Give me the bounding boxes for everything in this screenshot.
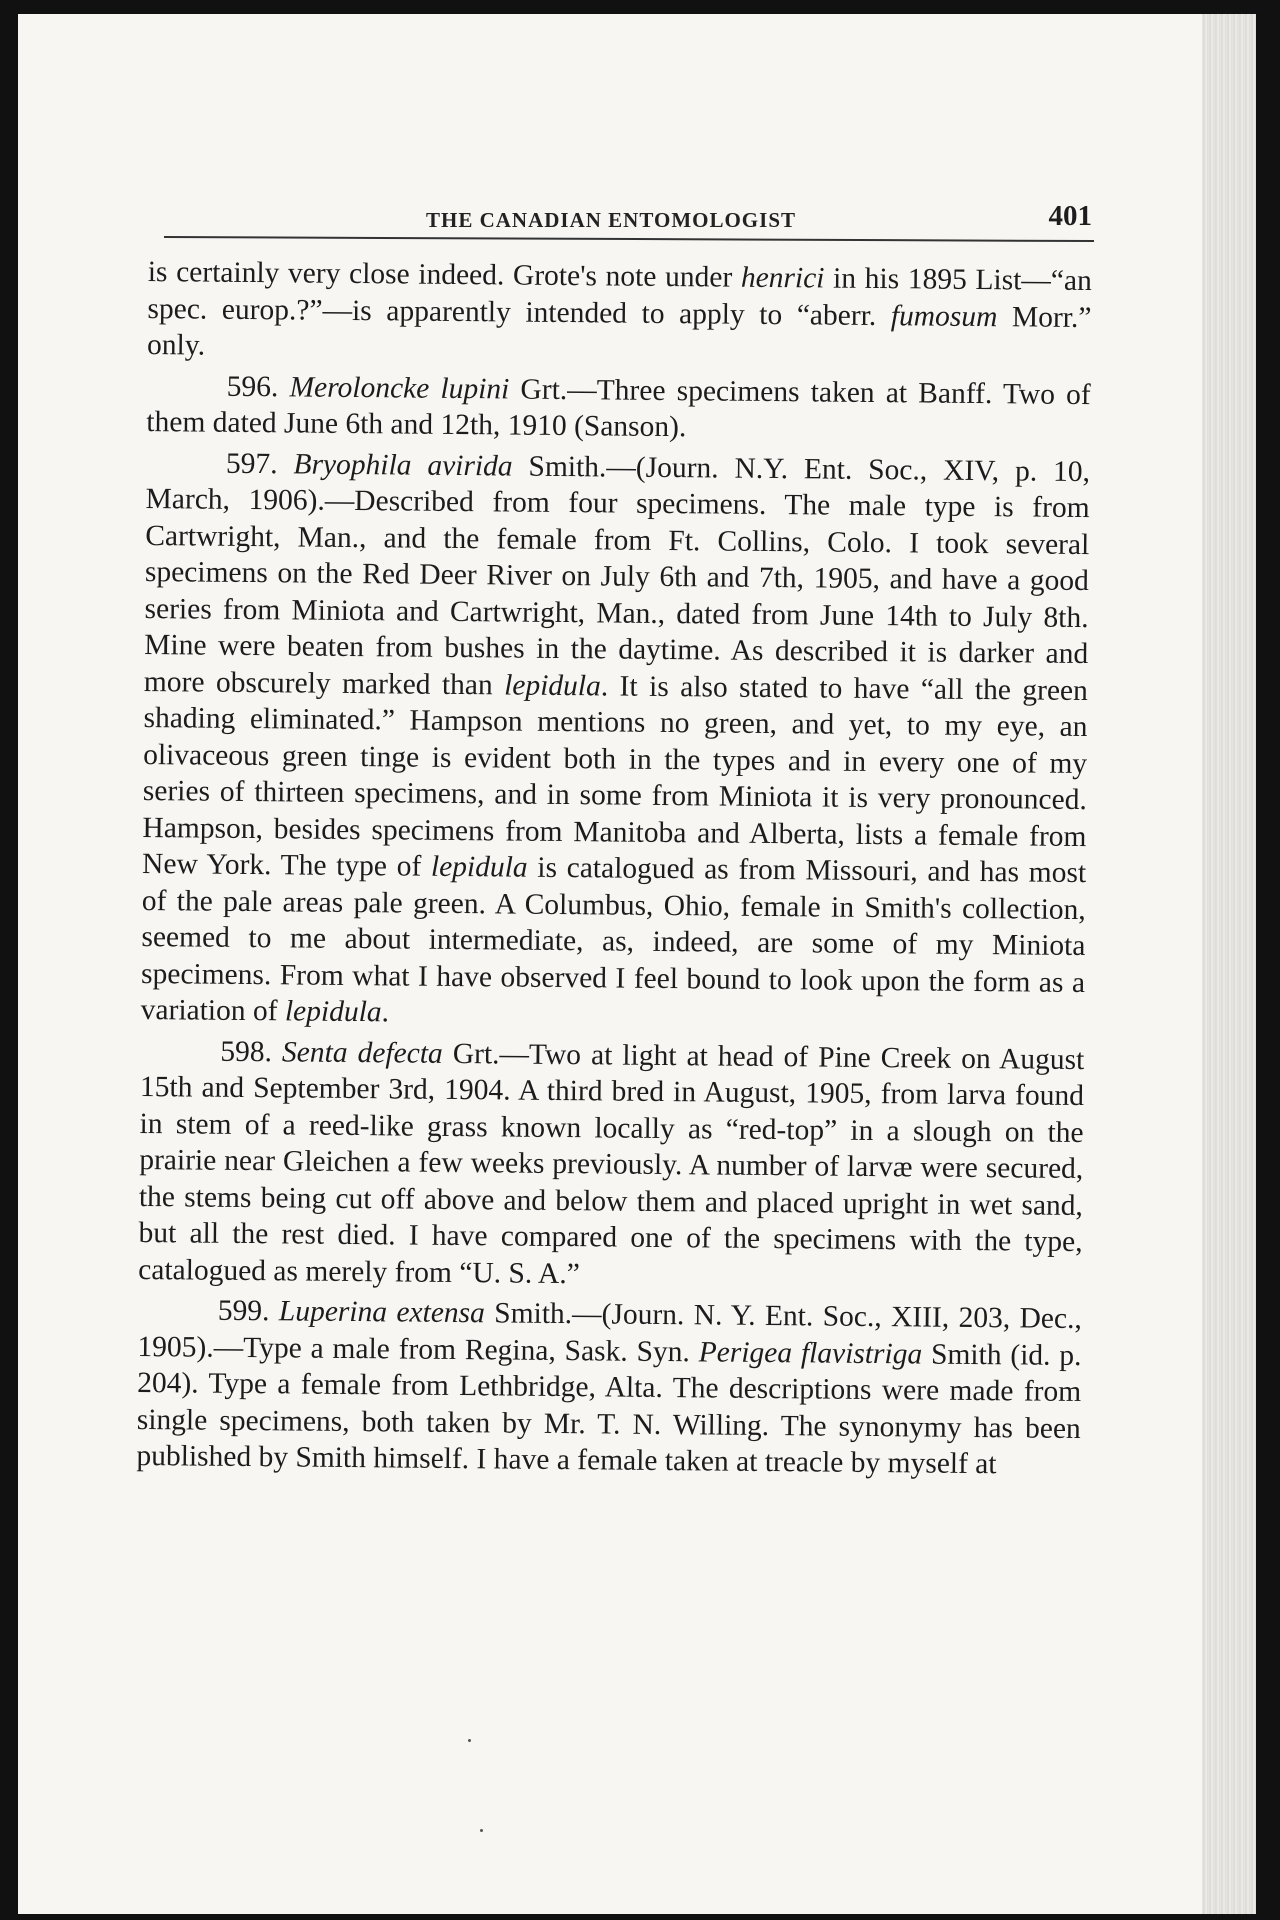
text-segment: . [381,996,390,1029]
italic-taxon-name: Senta defecta [281,1035,443,1070]
italic-taxon-name: Perigea flavistriga [698,1335,923,1370]
italic-taxon-name: henrici [740,261,825,295]
text-segment: 599. [217,1294,280,1328]
italic-taxon-name: Meroloncke lupini [289,370,510,405]
text-segment: Smith (id. p. 204). Type a female from Lethbridge, Alta. The descriptions were made from single specimens, both taken by Mr. T. N. Willing. The synonymy has been published by Smith himself. I have a female taken at treacle by myself at [136,1337,1082,1481]
scan-speck [468,1739,471,1742]
text-segment: 597. [225,447,294,480]
body-text [136,254,1092,1488]
book-page [18,14,1256,1914]
italic-taxon-name: lepidula [504,668,601,702]
text-segment: . It is also stated to have “all the green shading eliminated.” Hampson mentions no green, and yet, to my eye, an olivaceous green tinge is evident both in the types and in every one of my series of thirteen specimens, and in some from Miniota it is very pronounced. Hampson, besides specimens from Manitoba and Alberta, lists a female from New York. The type of [141,669,1089,883]
text-segment: Grt.—Three specimens taken at Banff. Two of them dated June 6th and 12th, 1910 (Sanson). [146,372,1091,444]
italic-taxon-name: lepidula [284,995,382,1029]
paragraph-598 [138,1032,1084,1297]
running-title: THE CANADIAN ENTOMOLOGIST [426,208,797,232]
text-segment: Grt.—Two at light at head of Pine Creek on August 15th and September 3rd, 1904. A third bred in August, 1905, from larva found in stem of a reed-like grass known locally as “red-top” in a slough on the prairie near Gleichen a few weeks previously. A number of larvæ were secured, the stems being cut off above and below them and placed upright in wet sand, but all the rest died. I have compared one of the specimens with the type, catalogued as merely from “U. S. A.” [138,1037,1085,1290]
text-segment: Smith.—(Journ. N. Y. Ent. Soc., XIII, 203, Dec., 1905).—Type a male from Regina, Sask. Syn. [137,1297,1082,1368]
page-edge-shadow [1202,14,1256,1914]
italic-taxon-name: fumosum [890,299,998,333]
scan-speck [480,1829,483,1832]
paragraph-596 [146,367,1091,449]
page-number: 401 [1048,200,1092,232]
text-segment: in his 1895 List—“an spec. europ.?”—is apparently intended to apply to “aberr. [147,262,1092,332]
text-segment: Morr.” only. [146,300,1092,362]
italic-taxon-name: Bryophila avirida [293,447,513,483]
text-segment: is catalogued as from Missouri, and has most of the pale areas pale green. A Columbus, Ohio, female in Smith's collection, seemed to me about intermediate, as, indeed, are some of my Miniota specimens. From what I have observed I feel bound to look upon the form as a variation of [140,851,1087,1028]
text-segment: Smith.—(Journ. N.Y. Ent. Soc., XIV, p. 10, March, 1906).—Described from four specimens. The male type is from Cartwright, Man., and the female from Ft. Collins, Colo. I took several specimens on the Red Deer River on July 6th and 7th, 1905, and have a good series from Miniota and Cartwright, Man., dated from June 14th to July 8th. Mine were beaten from bushes in the daytime. As described it is darker and more obscurely marked than [143,450,1091,701]
text-segment: is certainly very close indeed. Grote's note under [147,255,742,294]
italic-taxon-name: Luperina extensa [278,1295,486,1330]
paragraph-continuation [147,254,1092,373]
paragraph-599 [136,1292,1082,1484]
italic-taxon-name: lepidula [430,850,528,884]
text-segment: 598. [220,1035,283,1068]
paragraph-597 [141,444,1091,1037]
text-segment: 596. [226,370,290,403]
